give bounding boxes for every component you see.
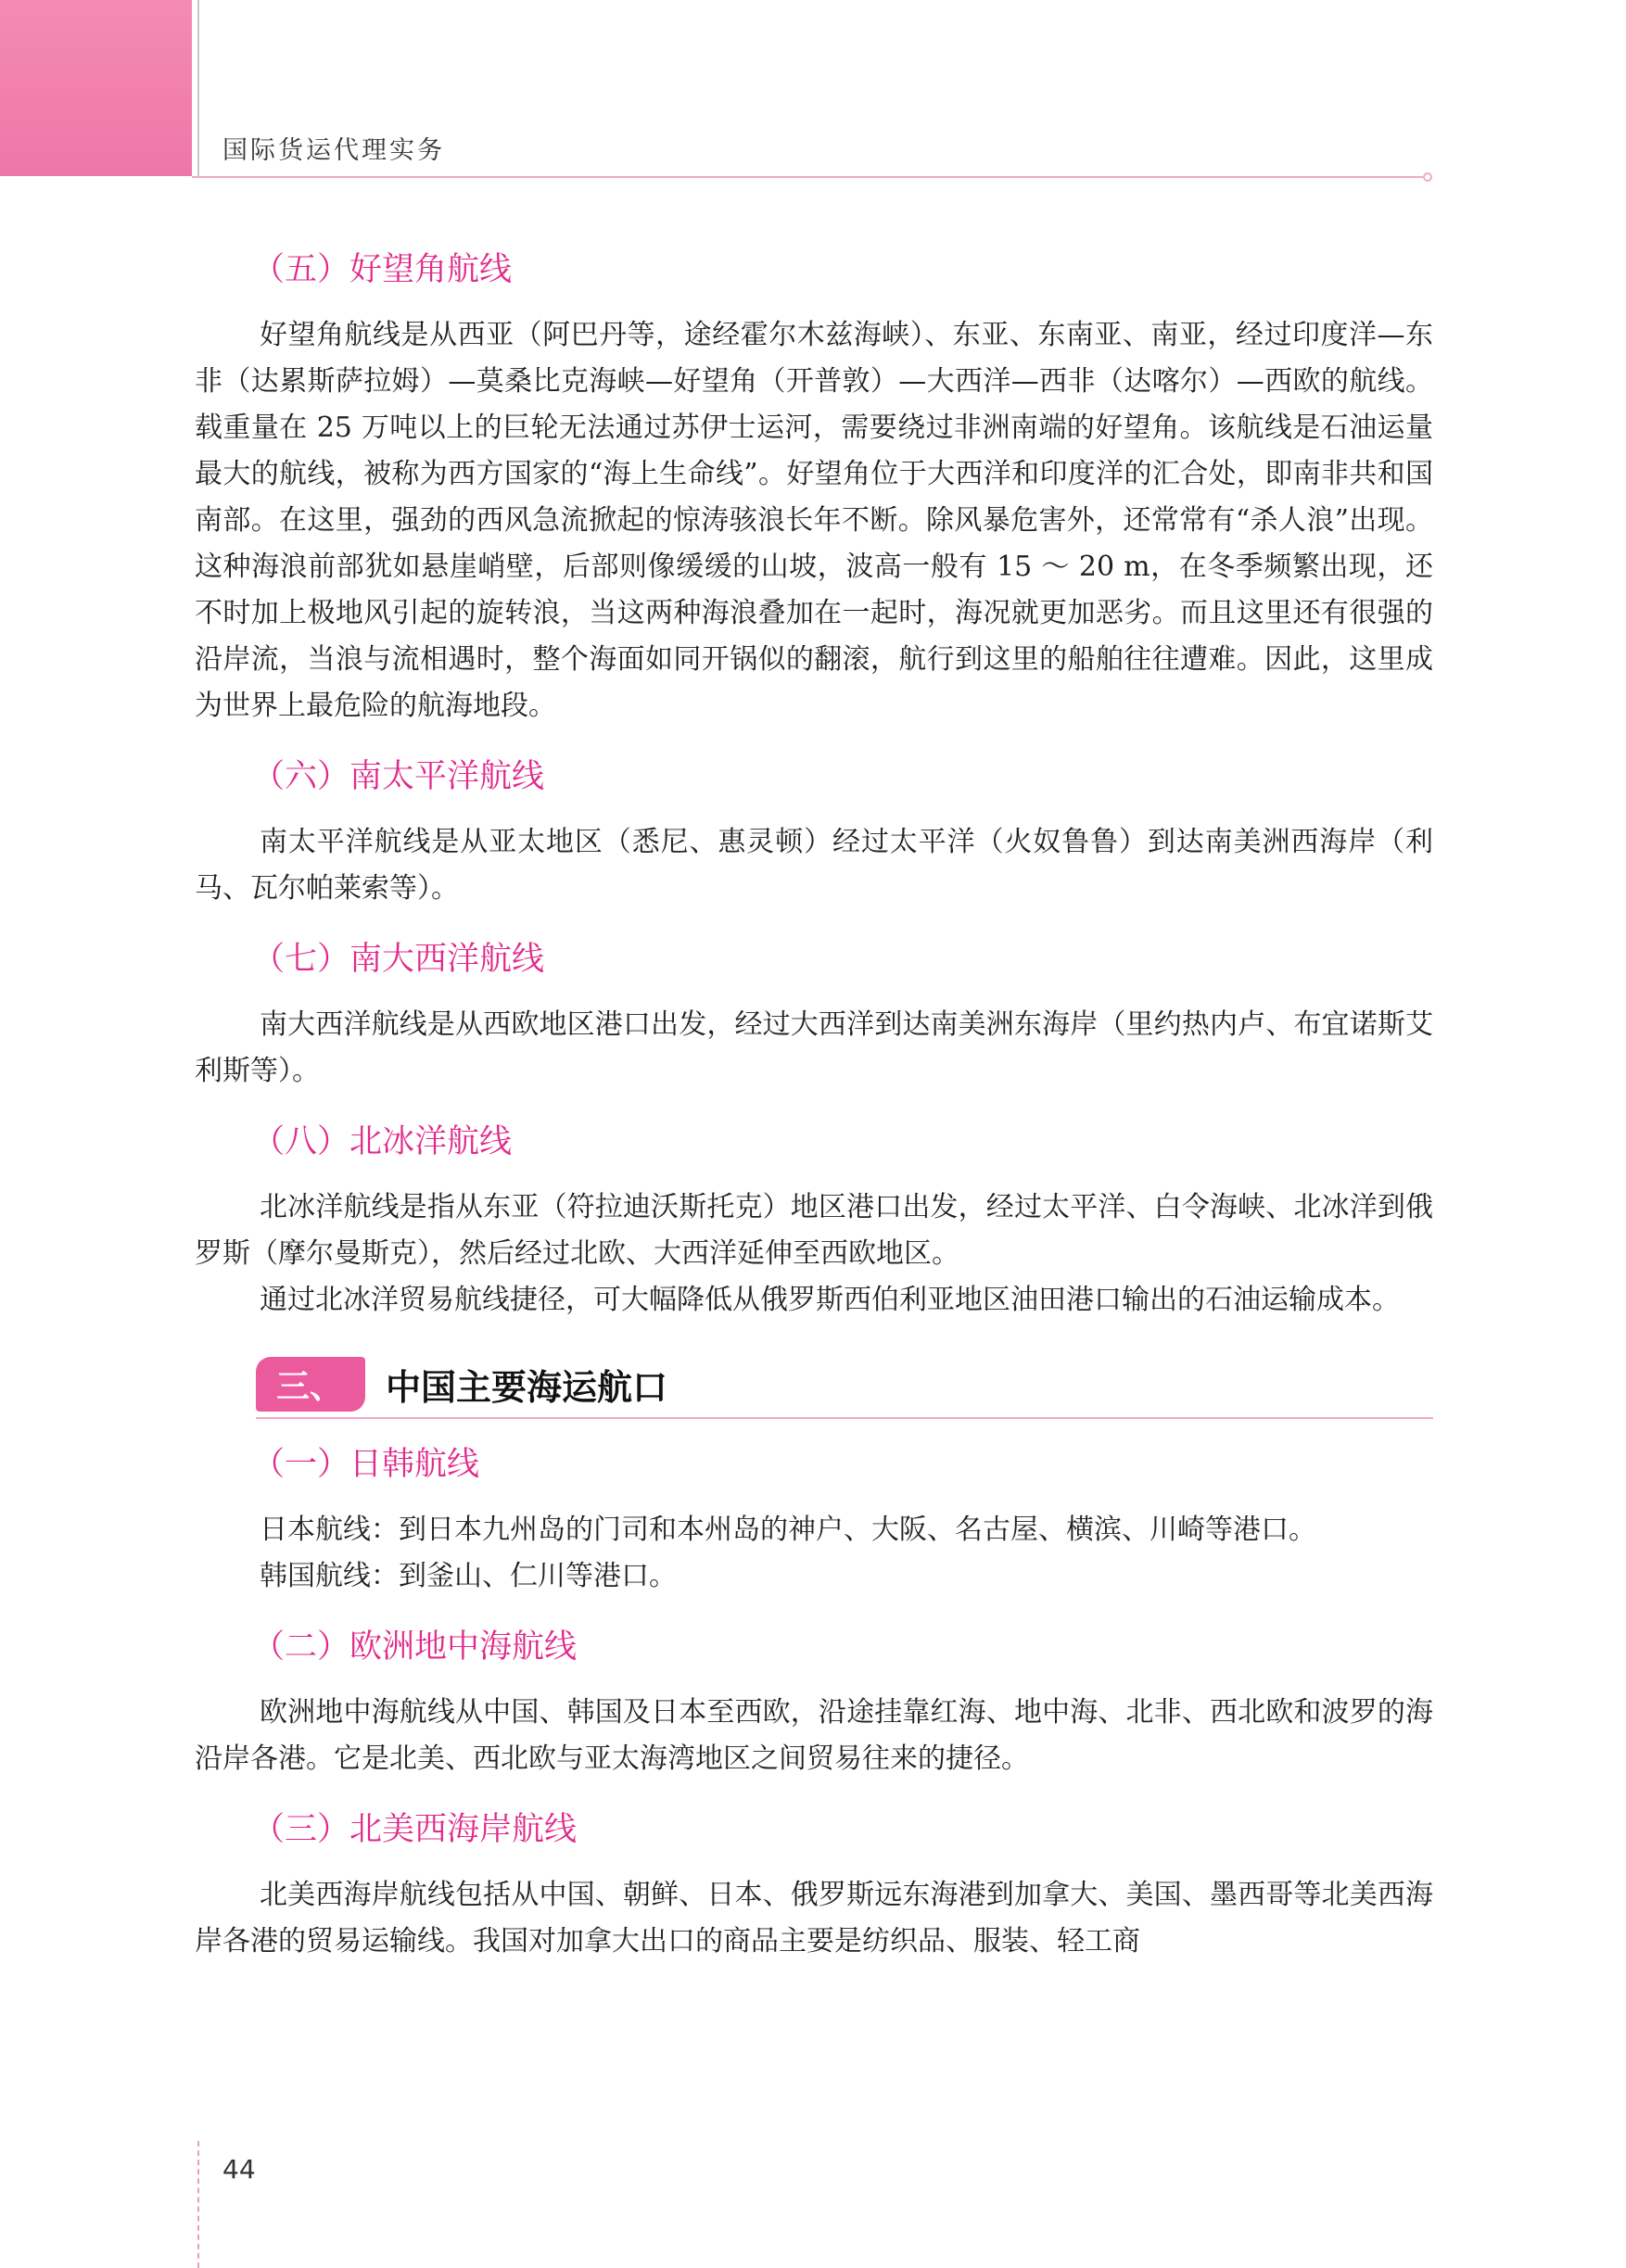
paragraph: 韩国航线：到釜山、仁川等港口。 <box>260 1560 677 1592</box>
section-heading <box>256 1357 1433 1419</box>
header-rule-end-dot <box>1423 172 1432 182</box>
subheading: （七）南大西洋航线 <box>252 941 545 978</box>
paragraph: 通过北冰洋贸易航线捷径，可大幅降低从俄罗斯西伯利亚地区油田港口输出的石油运输成本。 <box>260 1284 1400 1316</box>
paragraph: 欧洲地中海航线从中国、韩国及日本至西欧，沿途挂靠红海、地中海、北非、西北欧和波罗的海沿岸各港。它是北美、西北欧与亚太海湾地区之间贸易往来的捷径。 <box>195 1696 1433 1775</box>
section-title: 中国主要海运航口 <box>386 1367 668 1408</box>
header-divider <box>197 0 199 176</box>
subheading: （六）南太平洋航线 <box>252 758 545 795</box>
page-body <box>195 250 1433 1965</box>
paragraph: 南太平洋航线是从亚太地区（悉尼、惠灵顿）经过太平洋（火奴鲁鲁）到达南美洲西海岸（利马、瓦尔帕莱索等）。 <box>195 826 1433 905</box>
subheading: （三）北美西海岸航线 <box>252 1811 578 1848</box>
section-number-badge: 三、 <box>256 1357 365 1412</box>
paragraph: 好望角航线是从西亚（阿巴丹等，途经霍尔木兹海峡）、东亚、东南亚、南亚，经过印度洋—东非（达累斯萨拉姆）—莫桑比克海峡—好望角（开普敦）—大西洋—西非（达喀尔）—西欧的航线。载重量在 25 万吨以上的巨轮无法通过苏伊士运河，需要绕过非洲南端的好望角。该航线是石油运量最大的航线，被称为西方国家的“海上生命线”。好望角位于大西洋和印度洋的汇合处，即南非共和国南部。在这里，强劲的西风急流掀起的惊涛骇浪长年不断。除风暴危害外，还常常有“杀人浪”出现。这种海浪前部犹如悬崖峭壁，后部则像缓缓的山坡，波高一般有 15 ～ 20 m，在冬季频繁出现，还不时加上极地风引起的旋转浪，当这两种海浪叠加在一起时，海况就更加恶劣。而且这里还有很强的沿岸流，当浪与流相遇时，整个海面如同开锅似的翻滚，航行到这里的船舶往往遭难。因此，这里成为世界上最危险的航海地段。 <box>195 319 1433 722</box>
subheading: （一）日韩航线 <box>252 1446 480 1483</box>
paragraph: 日本航线：到日本九州岛的门司和本州岛的神户、大阪、名古屋、横滨、川崎等港口。 <box>260 1514 1316 1546</box>
page-number: 44 <box>222 2154 256 2185</box>
footer-divider <box>197 2141 199 2268</box>
paragraph: 北冰洋航线是指从东亚（符拉迪沃斯托克）地区港口出发，经过太平洋、白令海峡、北冰洋到俄罗斯（摩尔曼斯克），然后经过北欧、大西洋延伸至西欧地区。 <box>195 1191 1433 1270</box>
paragraph: 北美西海岸航线包括从中国、朝鲜、日本、俄罗斯远东海港到加拿大、美国、墨西哥等北美西海岸各港的贸易运输线。我国对加拿大出口的商品主要是纺织品、服装、轻工商 <box>195 1879 1433 1958</box>
paragraph: 南大西洋航线是从西欧地区港口出发，经过大西洋到达南美洲东海岸（里约热内卢、布宜诺斯艾利斯等）。 <box>195 1008 1433 1087</box>
header-rule <box>192 176 1423 178</box>
subheading: （八）北冰洋航线 <box>252 1123 513 1160</box>
header-color-block <box>0 0 192 176</box>
subheading: （五）好望角航线 <box>252 251 513 288</box>
subheading: （二）欧洲地中海航线 <box>252 1628 578 1666</box>
running-head: 国际货运代理实务 <box>222 136 445 165</box>
